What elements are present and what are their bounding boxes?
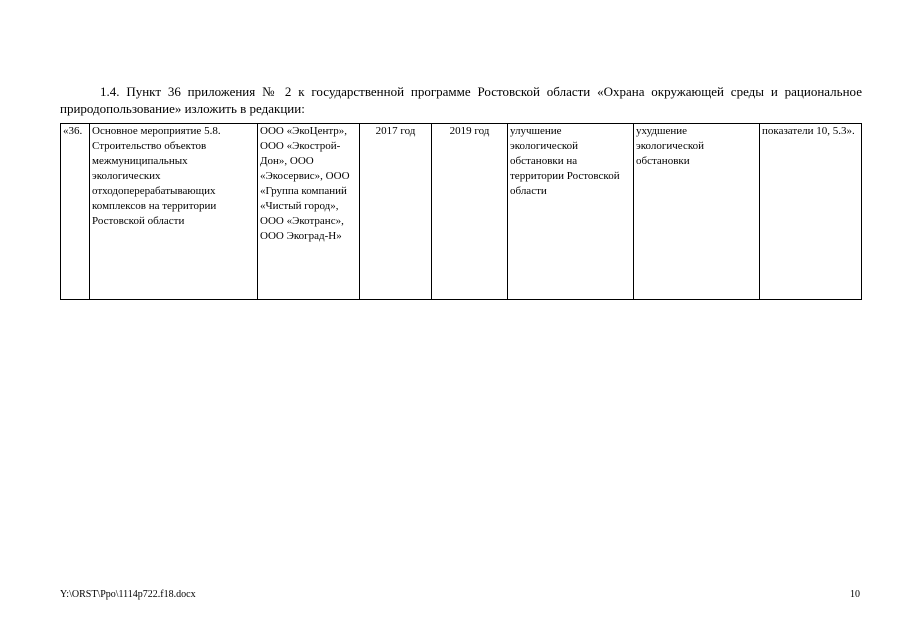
footer-page-number: 10 [850,589,860,600]
cell-expected-result: улучшение экологической обстановки на территории Ростовской области [508,124,634,300]
cell-consequences: ухудшение экологической обстановки [634,124,760,300]
table-row [61,124,862,300]
program-table [60,123,862,300]
cell-indicators: показатели 10, 5.3». [760,124,862,300]
cell-number: «36. [61,124,90,300]
cell-measure: Основное мероприятие 5.8. Строительство объектов межмуниципальных экологических отходоперерабатывающих комплексов на территории Ростовской области [90,124,258,300]
footer-file-path: Y:\ORST\Ppo\1114p722.f18.docx [60,589,196,600]
cell-end-year: 2019 год [432,124,508,300]
amendment-paragraph: 1.4. Пункт 36 приложения № 2 к государственной программе Ростовской области «Охрана окружающей среды и рациональное природопользование» изложить в редакции: [60,84,862,116]
cell-start-year: 2017 год [360,124,432,300]
cell-executors: ООО «ЭкоЦентр», ООО «Экострой-Дон», ООО «Экосервис», ООО «Группа компаний «Чистый город», ООО «Экотранс», ООО Экоград-Н» [258,124,360,300]
